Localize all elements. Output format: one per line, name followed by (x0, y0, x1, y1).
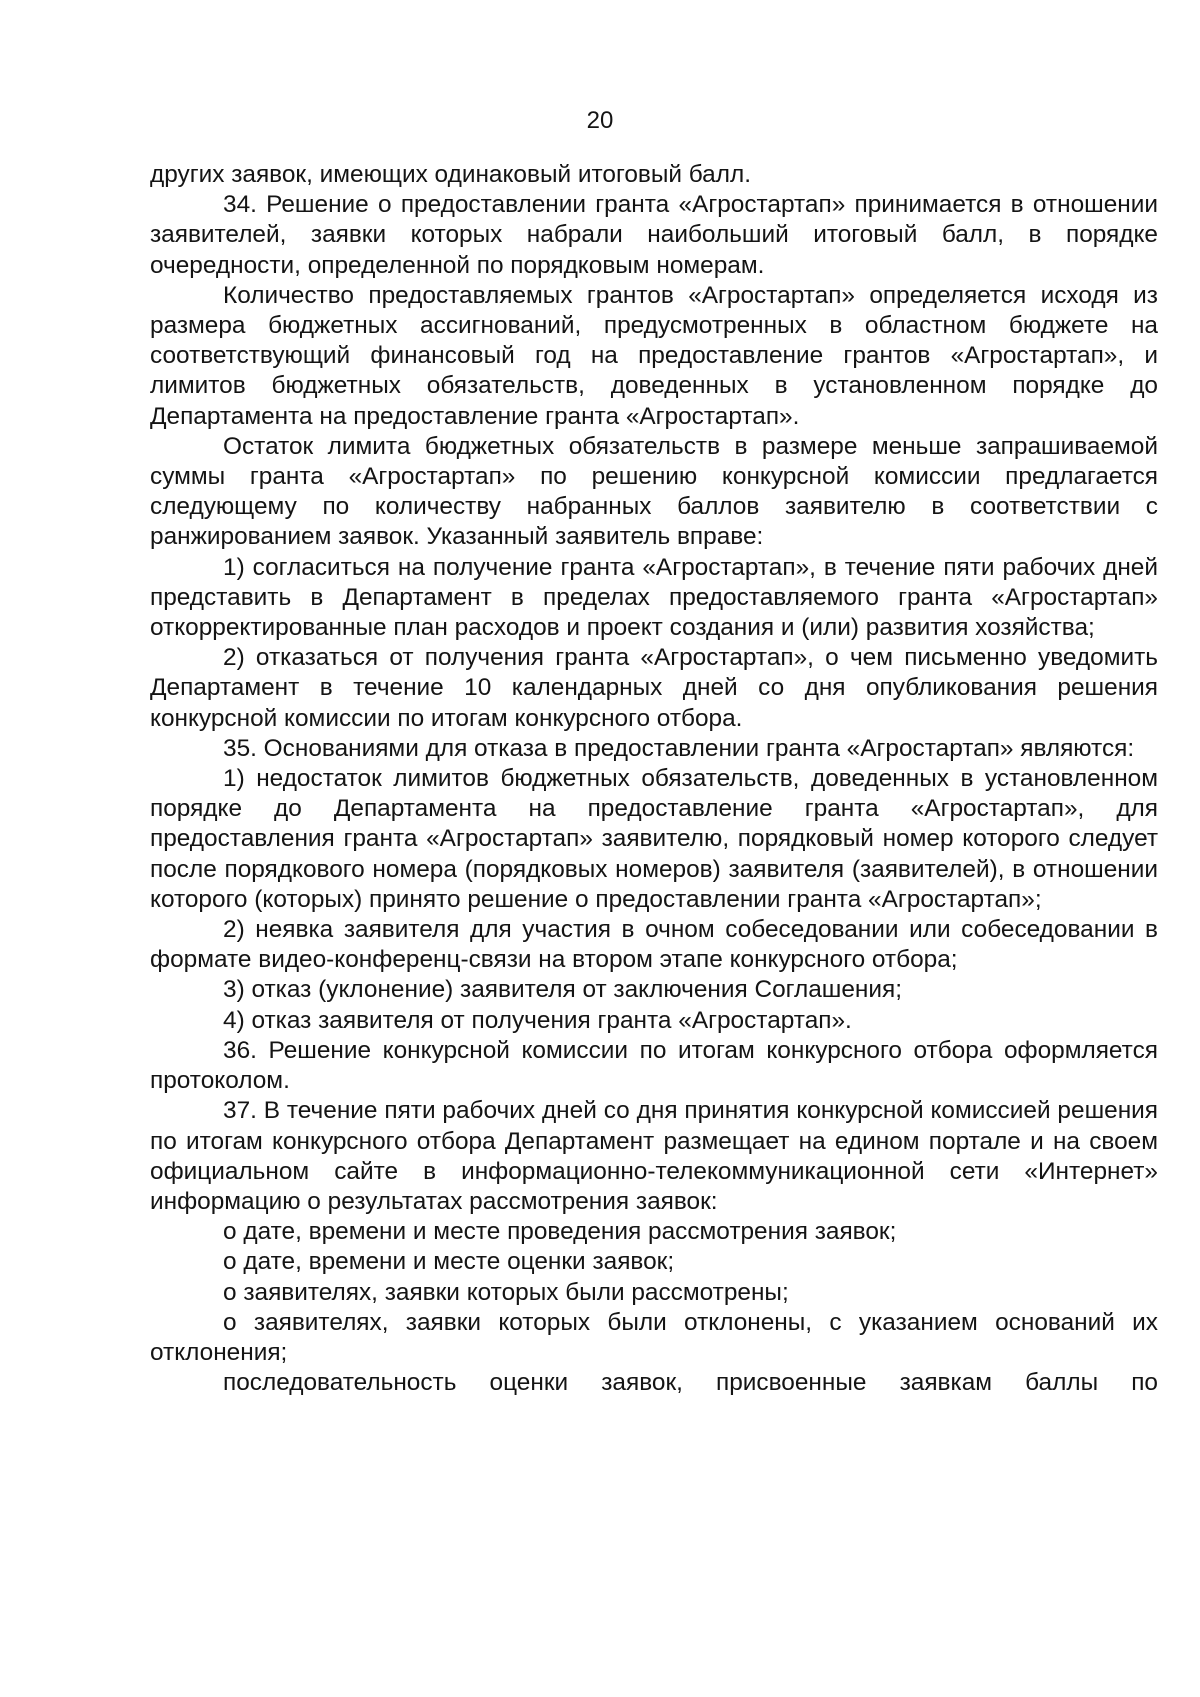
paragraph: последовательность оценки заявок, присвоенные заявкам баллы по (223, 1369, 1158, 1397)
paragraph: Количество предоставляемых грантов «Агростартап» определяется исходя из размера бюджетных ассигнований, предусмотренных в областном бюджете на соответствующий финансовый год на предоставление грантов «Агростартап», и лимитов бюджетных обязательств, доведенных в установленном порядке до Департамента на предоставление гранта «Агростартап». (150, 281, 1158, 430)
paragraph: о дате, времени и месте оценки заявок; (223, 1248, 675, 1276)
document-body (150, 160, 1158, 1398)
page-number: 20 (586, 107, 614, 134)
paragraph: 37. В течение пяти рабочих дней со дня принятия конкурсной комиссией решения по итогам конкурсного отбора Департамент размещает на едином портале и на своем официальном сайте в информационно-телекоммуникационной сети «Интернет» информацию о результатах рассмотрения заявок: (150, 1097, 1158, 1215)
paragraph: 35. Основаниями для отказа в предоставлении гранта «Агростартап» являются: (223, 734, 1135, 762)
paragraph: о заявителях, заявки которых были отклонены, с указанием оснований их отклонения; (150, 1308, 1158, 1366)
paragraph: 3) отказ (уклонение) заявителя от заключения Соглашения; (223, 976, 903, 1004)
paragraph: 36. Решение конкурсной комиссии по итогам конкурсного отбора оформляется протоколом. (150, 1036, 1158, 1095)
paragraph: других заявок, имеющих одинаковый итоговый балл. (150, 161, 751, 188)
paragraph: 2) отказаться от получения гранта «Агростартап», о чем письменно уведомить Департамент в течение 10 календарных дней со дня опубликования решения конкурсной комиссии по итогам конкурсного отбора. (150, 644, 1158, 732)
paragraph: 34. Решение о предоставлении гранта «Агростартап» принимается в отношении заявителей, заявки которых набрали наибольший итоговый балл, в порядке очередности, определенной по порядковым номерам. (150, 191, 1158, 279)
paragraph: о заявителях, заявки которых были рассмотрены; (223, 1278, 789, 1306)
paragraph: 1) недостаток лимитов бюджетных обязательств, доведенных в установленном порядке до Департамента на предоставление гранта «Агростартап», для предоставления гранта «Агростартап» заявителю, порядковый номер которого следует после порядкового номера (порядковых номеров) заявителя (заявителей), в отношении которого (которых) принято решение о предоставлении гранта «Агростартап»; (150, 765, 1158, 913)
paragraph: 1) согласиться на получение гранта «Агростартап», в течение пяти рабочих дней представить в Департамент в пределах предоставляемого гранта «Агростартап» откорректированные план расходов и проект создания и (или) развития хозяйства; (150, 553, 1158, 642)
paragraph: о дате, времени и месте проведения рассмотрения заявок; (223, 1218, 897, 1246)
paragraph: 4) отказ заявителя от получения гранта «Агростартап». (223, 1006, 852, 1034)
paragraph: Остаток лимита бюджетных обязательств в размере меньше запрашиваемой суммы гранта «Агростартап» по решению конкурсной комиссии предлагается следующему по количеству набранных баллов заявителю в соответствии с ранжированием заявок. Указанный заявитель вправе: (150, 432, 1158, 551)
paragraph: 2) неявка заявителя для участия в очном собеседовании или собеседовании в формате видео-конференц-связи на втором этапе конкурсного отбора; (150, 916, 1158, 974)
